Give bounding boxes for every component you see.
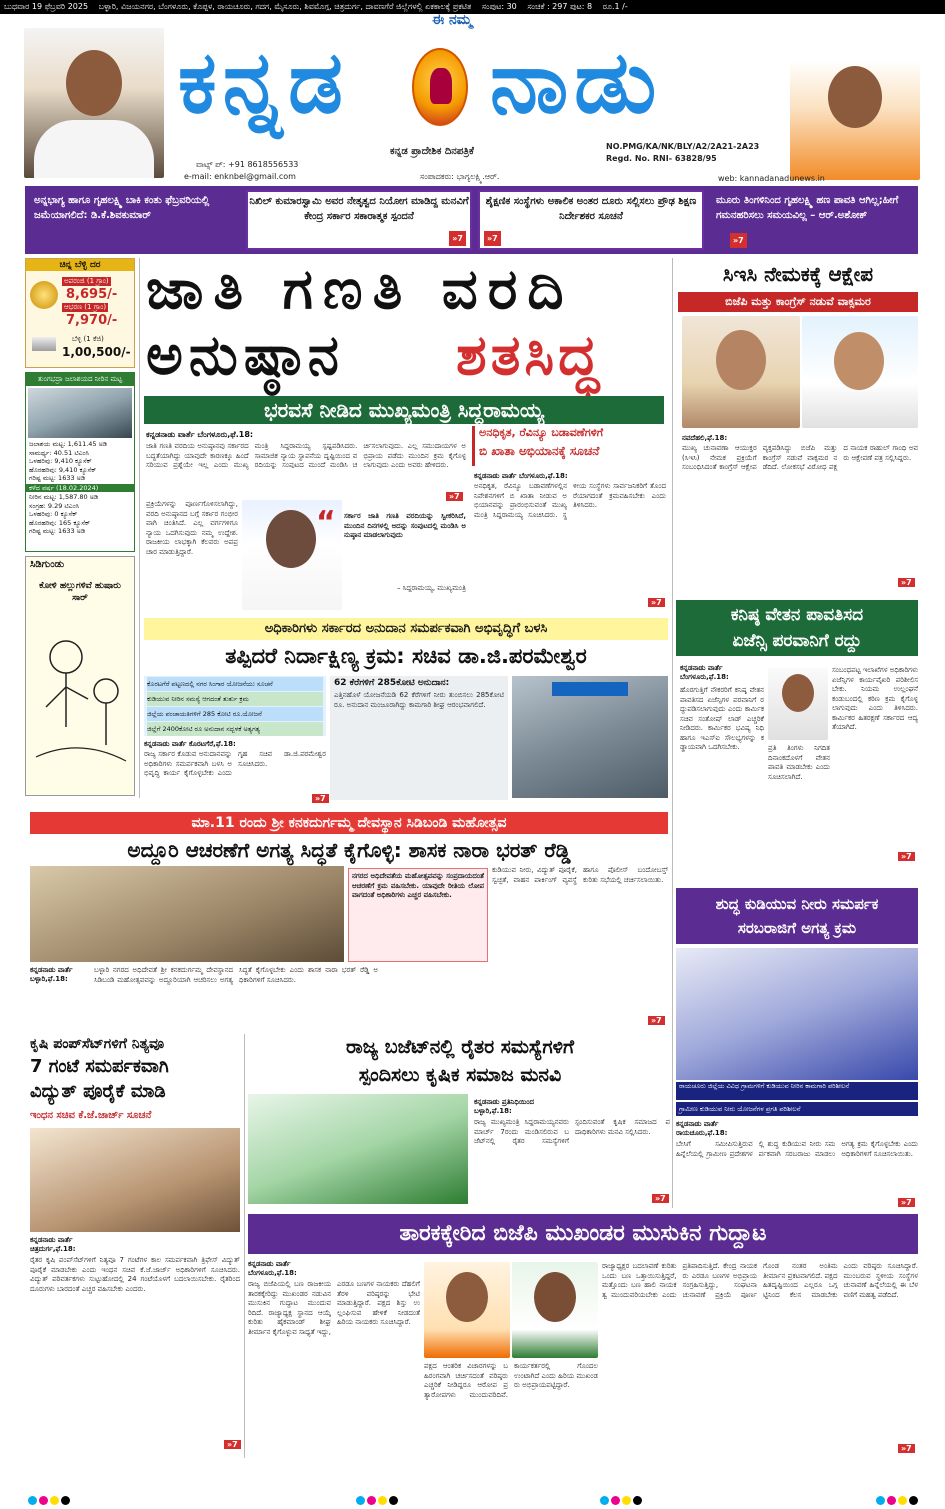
volume-number: ಸಂಪುಟ: 30 bbox=[481, 2, 517, 11]
photo-bjp-leader-2 bbox=[512, 1262, 598, 1358]
power-headline-2: 7 ಗಂಟೆ ಸಮರ್ಪಕವಾಗಿ bbox=[30, 1056, 169, 1077]
fest-dateline-place: ಬಳ್ಳಾರಿ,ಫೆ.18: bbox=[30, 975, 68, 983]
website: web: kannadanadunews.in bbox=[718, 174, 825, 183]
grant-funds-body: ಎತ್ತಿನಹೊಳೆ ಯೋಜನೆಯಡಿ 62 ಕೆರೆಗಳಿಗೆ ನೀರು ತುಂಬಿಸಲು 285ಕೋಟಿ ರೂ. ಅನುದಾನ ಮಂಜೂರಾಗಿದ್ದು ಕಾಮಗಾರಿ ಶೀಘ್ರ ಆರಂಭವಾಗಲಿದೆ. bbox=[334, 691, 504, 709]
wage-body-right: ಸಂಬಂಧಪಟ್ಟ ಇಲಾಖೆಗಳ ಅಧಿಕಾರಿಗಳು ಏಜೆನ್ಸಿಗಳ ಕಾರ್ಯವೈಖರಿ ಪರಿಶೀಲಿಸಬೇಕು. ನಿಯಮ ಉಲ್ಲಂಘನೆ ಕಂಡುಬಂದಲ್ಲಿ ಕಠಿಣ ಕ್ರಮ ಕೈಗೊಳ್ಳಲಾಗುವುದು ಎಂದು ತಿಳಿಸಿದರು. ಕಾರ್ಮಿಕರ ಹಿತರಕ್ಷಣೆ ಸರ್ಕಾರದ ಆದ್ಯತೆಯಾಗಿದೆ. bbox=[832, 666, 918, 731]
budget-headline-1: ರಾಜ್ಯ ಬಜೆಟ್‌ನಲ್ಲಿ ರೈತರ ಸಮಸ್ಯೆಗಳಿಗೆ bbox=[345, 1036, 575, 1058]
lead-body: ಜಾತಿ ಗಣತಿ ವರದಿಯ ಅನುಷ್ಠಾನವು ಸರ್ಕಾರದ ಬದ್ಧತೆಯಾಗಿದ್ದು ಯಾವುದೇ ಕಾರಣಕ್ಕೂ ಹಿಂದೆ ಸರಿಯುವ ಪ್ರಶ್ನೆಯೇ ಇಲ್ಲ ಎಂದು ಮುಖ್ಯಮಂತ್ರಿ ಸಿದ್ದರಾಮಯ್ಯ ಸ್ಪಷ್ಟಪಡಿಸಿದರು. ಸಾಮಾಜಿಕ ನ್ಯಾಯ ಸ್ಥಾಪನೆಯ ದೃಷ್ಟಿಯಿಂದ ವರದಿಯನ್ನು ಸಂಪುಟದ ಮುಂದೆ ಮಂಡಿಸಿ ಚರ್ಚಿಸಲಾಗುವುದು. ಎಲ್ಲ ಸಮುದಾಯಗಳ ಅಭಿಪ್ರಾಯ ಪಡೆದು ಮುಂದಿನ ಕ್ರಮ ಕೈಗೊಳ್ಳಲಾಗುವುದು ಎಂದು ಅವರು ಹೇಳಿದರು. bbox=[146, 442, 466, 469]
eci-headline: ಸಿಇಸಿ ನೇಮಕಕ್ಕೆ ಆಕ್ಷೇಪ bbox=[722, 262, 874, 286]
portrait-right-leader bbox=[790, 60, 920, 180]
eci-subhead: ಬಿಜೆಪಿ ಮತ್ತು ಕಾಂಗ್ರೆಸ್ ನಡುವೆ ವಾಕ್ಸಮರ bbox=[678, 292, 918, 312]
gold-rate-box bbox=[25, 258, 135, 368]
water-dateline-source: ಕನ್ನಡನಾಡು ವಾರ್ತೆ bbox=[676, 1120, 719, 1128]
dam-date: ಕಳೆದ ವರ್ಷ (18.02.2024) bbox=[26, 484, 134, 493]
fest-body2: ಕುಡಿಯುವ ನೀರು, ವಿದ್ಯುತ್ ಪೂರೈಕೆ, ಸ್ವಚ್ಛತೆ, ವಾಹನ ಪಾರ್ಕಿಂಗ್ ವ್ಯವಸ್ಥೆ ಹಾಗೂ ಪೊಲೀಸ್ ಬಂದೋಬಸ್ತ್ ಕುರಿತು ಸಭೆಯಲ್ಲಿ ಚರ್ಚಿಸಲಾಯಿತು. bbox=[492, 866, 668, 884]
dam-row2-5: ಗರಿಷ್ಟ ಮಟ್ಟ: 1633 ಅಡಿ bbox=[29, 527, 86, 535]
cartoon-caption: ಕೋಳಿ ಹಲ್ಲುಗಳಿವೆ ಹುಷಾರು ಸಾರ್ bbox=[39, 581, 121, 603]
bjp-dateline-place: ಬೆಂಗಳೂರು,ಫೆ.18: bbox=[248, 1269, 297, 1277]
lead-dateline-place: ಬೆಂಗಳೂರು,ಫೆ.18: bbox=[197, 430, 254, 439]
khata-page-ref[interactable]: »7 bbox=[648, 598, 665, 607]
eci-dateline: ನವದೆಹಲಿ,ಫೆ.18: bbox=[682, 434, 728, 442]
fest-quote: ನಗರದ ಅಧಿದೇವತೆಯ ಮಹೋತ್ಸವವನ್ನು ಸಂಪ್ರದಾಯದಂತೆ ಆಚರಣೆಗೆ ಕ್ರಮ ವಹಿಸಬೇಕು. ಯಾವುದೇ ರೀತಿಯ ಲೋಪವಾಗದಂತೆ ಅಧಿಕಾರಿಗಳು ಎಚ್ಚರ ವಹಿಸಬೇಕು. bbox=[352, 872, 484, 899]
masthead-title-left: ಕನ್ನಡ bbox=[178, 33, 349, 133]
power-headline-1: ಕೃಷಿ ಪಂಪ್‌ಸೆಟ್‌ಗಳಿಗೆ ನಿತ್ಯವೂ bbox=[30, 1036, 165, 1052]
wage-headline-2: ಏಜೆನ್ಸಿ ಪರವಾನಿಗೆ ರದ್ದು bbox=[732, 631, 862, 651]
gold-label-1: ಅಪರಂಜಿ (1 ಗ್ರಾಂ) bbox=[64, 277, 109, 285]
bjp-page-ref[interactable]: »7 bbox=[898, 1444, 915, 1453]
dam-row-1: ಜಲಾಶಯ ಮಟ್ಟ: 1,611.45 ಅಡಿ bbox=[29, 440, 108, 448]
grant-dateline-place: ಕೊರಟಗೆರೆ,ಫೆ.18: bbox=[188, 740, 236, 748]
dam-level-box bbox=[25, 372, 135, 552]
gold-label-2: ಆಭರಣ (1 ಗ್ರಾಂ) bbox=[64, 303, 107, 311]
fest-page-ref[interactable]: »7 bbox=[648, 1016, 665, 1025]
teaser-3[interactable] bbox=[478, 190, 704, 250]
teaser-4-text: ಮೂರು ತಿಂಗಳಿನಿಂದ ಗೃಹಲಕ್ಷ್ಮಿ ಹಣ ಪಾವತಿ ಆಗಿಲ್ಲ;ಹೀಗೆ ಗಮನಹರಿಸಲು ಸಮಯವಿಲ್ಲ – ಆರ್.ಅಶೋಕ್ bbox=[716, 195, 899, 221]
teaser-1-text: ಅನ್ನಭಾಗ್ಯ ಹಾಗೂ ಗೃಹಲಕ್ಷ್ಮಿ ಬಾಕಿ ಕಂತು ಫೆಬ್ರವರಿಯಲ್ಲಿ ಜಮೆಯಾಗಲಿದೆ: ಡಿ.ಕೆ.ಶಿವಕುಮಾರ್ bbox=[34, 195, 210, 221]
registration-marks-left bbox=[28, 1490, 72, 1509]
power-dateline-place: ಚಿತ್ರದುರ್ಗ,ಫೆ.18: bbox=[30, 1245, 76, 1253]
bjp-dateline bbox=[248, 1260, 297, 1278]
wage-body: ಹೊರಗುತ್ತಿಗೆ ನೌಕರರಿಗೆ ಕನಿಷ್ಠ ವೇತನ ಪಾವತಿಸದ ಏಜೆನ್ಸಿಗಳ ಪರವಾನಿಗೆ ರದ್ದುಪಡಿಸಲಾಗುವುದು ಎಂದು ಕಾರ್ಮಿಕ ಸಚಿವ ಸಂತೋಷ್ ಲಾಡ್ ಎಚ್ಚರಿಕೆ ನೀಡಿದರು. ಕಾರ್ಮಿಕರ ಭವಿಷ್ಯ ನಿಧಿ ಹಾಗೂ ಇಎಸ್ಐ ಸೌಲಭ್ಯಗಳನ್ನು ಕಡ್ಡಾಯವಾಗಿ ಒದಗಿಸಬೇಕು. bbox=[680, 686, 764, 751]
grant-page-ref[interactable]: »7 bbox=[312, 794, 329, 803]
teaser-2-text: ನಿಖಿಲ್ ಕುಮಾರಸ್ವಾಮಿ ಅವರ ನೇತೃತ್ವದ ನಿಯೋಗ ಮಾಡಿದ್ದ ಮನವಿಗೆ ಕೇಂದ್ರ ಸರ್ಕಾರ ಸಕಾರಾತ್ಮಕ ಸ್ಪಂದನೆ bbox=[249, 196, 469, 222]
water-headline-box bbox=[676, 888, 918, 944]
water-caption-1: ರಾಯಚೂರು ಜಿಲ್ಲೆಯ ವಿವಿಧ ಗ್ರಾಮಗಳಿಗೆ ಕುಡಿಯುವ ನೀರಿನ ಕಾಮಗಾರಿ ಪರಿಶೀಲನೆ bbox=[676, 1082, 918, 1100]
eci-body: ಮುಖ್ಯ ಚುನಾವಣಾ ಆಯುಕ್ತರ (ಸಿಇಸಿ) ನೇಮಕ ಪ್ರಕ್ರಿಯೆಗೆ ಸಂಬಂಧಿಸಿದಂತೆ ಕಾಂಗ್ರೆಸ್ ಆಕ್ಷೇಪ ವ್ಯಕ್ತಪಡಿಸಿದ್ದು ಬಿಜೆಪಿ ಮತ್ತು ಕಾಂಗ್ರೆಸ್ ನಡುವೆ ವಾಕ್ಸಮರ ನಡೆದಿದೆ. ಲೋಕಸಭೆ ವಿರೋಧ ಪಕ್ಷದ ನಾಯಕ ರಾಹುಲ್ ಗಾಂಧಿ ಅವರು ಆಕ್ಷೇಪಣೆ ಪತ್ರ ಸಲ್ಲಿಸಿದ್ದರು. bbox=[682, 444, 918, 471]
cartoon-box bbox=[25, 556, 135, 796]
registration-marks-center bbox=[356, 1490, 400, 1509]
water-caption-2: ಗ್ರಾಮೀಣ ಕುಡಿಯುವ ನೀರು ಯೋಜನೆಗಳ ಪ್ರಗತಿ ಪರಿಶೀಲನೆ bbox=[676, 1102, 918, 1116]
khata-dateline bbox=[474, 472, 568, 481]
lead-dateline-source: ಕನ್ನಡನಾಡು ವಾರ್ತೆ bbox=[146, 430, 195, 439]
teaser-2-page[interactable]: »7 bbox=[449, 231, 466, 246]
power-page-ref[interactable]: »7 bbox=[224, 1440, 241, 1449]
lead-dateline bbox=[146, 430, 253, 440]
budget-dateline-source: ಕನ್ನಡನಾಡು ಪ್ರತಿನಿಧಿಯಿಂದ bbox=[474, 1098, 534, 1106]
water-body: ಬೇಸಿಗೆ ಸಮೀಪಿಸುತ್ತಿರುವ ಹಿನ್ನೆಲೆಯಲ್ಲಿ ಗ್ರಾಮೀಣ ಪ್ರದೇಶಗಳಲ್ಲಿ ಶುದ್ಧ ಕುಡಿಯುವ ನೀರು ಸಮರ್ಪಕವಾಗಿ ಸರಬರಾಜು ಮಾಡಲು ಅಗತ್ಯ ಕ್ರಮ ಕೈಗೊಳ್ಳಬೇಕು ಎಂದು ಅಧಿಕಾರಿಗಳಿಗೆ ಸೂಚಿಸಲಾಯಿತು. bbox=[676, 1140, 918, 1158]
khata-body: ಅನಧಿಕೃತ, ರೆವಿನ್ಯೂ ಬಡಾವಣೆಗಳಲ್ಲಿನ ನಿವೇಶನಗಳಿಗೆ ಬಿ ಖಾತಾ ನೀಡುವ ಅಭಿಯಾನವನ್ನು ಪ್ರಾರಂಭಿಸುವಂತೆ ಮುಖ್ಯಮಂತ್ರಿ ಸಿದ್ದರಾಮಯ್ಯ ಸೂಚಿಸಿದರು. ಸ್ಥಳೀಯ ಸಂಸ್ಥೆಗಳು ಸಾರ್ವಜನಿಕರಿಗೆ ತೊಂದರೆಯಾಗದಂತೆ ಕ್ರಮವಹಿಸಬೇಕು ಎಂದು ತಿಳಿಸಿದರು. bbox=[474, 482, 666, 519]
water-headline-1: ಶುದ್ಧ ಕುಡಿಯುವ ನೀರು ಸಮರ್ಪಕ bbox=[715, 895, 879, 913]
lead-quote-box bbox=[316, 505, 466, 612]
dam-row2-1: ನೀರಿನ ಮಟ್ಟ: 1,587.80 ಅಡಿ bbox=[29, 493, 99, 501]
dam-row2-4: ಹೊರಹರಿವು: 165 ಕ್ಯೂಸೆಕ್ bbox=[29, 518, 91, 527]
lead-page-ref[interactable]: »7 bbox=[446, 492, 463, 501]
photo-power-meeting bbox=[30, 1128, 240, 1232]
lead-body-left: ಪ್ರಕ್ರಿಯೆಗಳನ್ನು ಪೂರ್ಣಗೊಳಿಸಲಾಗಿದ್ದು, ವರದಿ ಅನುಷ್ಠಾನದ ಬಗ್ಗೆ ಸರ್ಕಾರ ಗಂಭೀರವಾಗಿ ಚಿಂತಿಸಿದೆ. ಎಲ್ಲ ವರ್ಗಗಳಿಗೂ ನ್ಯಾಯ ಒದಗಿಸುವುದು ನಮ್ಮ ಉದ್ದೇಶ. ರಾಜಕೀಯ ಲಾಭಕ್ಕಾಗಿ ಕೆಲವರು ಅಪಪ್ರಚಾರ ಮಾಡುತ್ತಿದ್ದಾರೆ. bbox=[146, 500, 238, 556]
power-headline-3: ವಿದ್ಯುತ್ ಪೂರೈಕೆ ಮಾಡಿ bbox=[30, 1081, 166, 1102]
price: ರೂ.1 /- bbox=[602, 2, 628, 11]
teaser-3-text: ಶೈಕ್ಷಣಿಕ ಸಂಸ್ಥೆಗಳು ಅಕಾಲಿಕ ಅಂತರ ದೂರು ಸಲ್ಲಿಸಲು ಪ್ರೌಢ ಶಿಕ್ಷಣ ನಿರ್ದೇಶಕರ ಸೂಚನೆ bbox=[485, 196, 697, 222]
photo-grant-meeting bbox=[512, 676, 668, 798]
cartoon-drawing bbox=[26, 627, 134, 787]
budget-headline-box bbox=[248, 1036, 672, 1086]
lead-headline-1: ಜಾತಿ ಗಣತಿ ವರದಿ bbox=[146, 257, 574, 322]
lead-quote: ಸರ್ಕಾರ ಜಾತಿ ಗಣತಿ ವರದಿಯನ್ನು ಸ್ವೀಕರಿಸಿದೆ, ಮುಂದಿನ ದಿನಗಳಲ್ಲಿ ಅದನ್ನು ಸಂಪುಟದಲ್ಲಿ ಮಂಡಿಸಿ ಅನುಷ್ಠಾನ ಮಾಡಲಾಗುವುದು bbox=[344, 512, 466, 539]
dam-row-5: ಗರಿಷ್ಟ ಮಟ್ಟ: 1633 ಅಡಿ bbox=[29, 474, 86, 482]
district-list: ಬಳ್ಳಾರಿ, ವಿಜಯನಗರ, ಬೆಂಗಳೂರು, ಕೊಪ್ಪಳ, ರಾಯಚೂರು, ಗದಗ, ಮೈಸೂರು, ಶಿವಮೊಗ್ಗ, ಚಿತ್ರದುರ್ಗ, ದಾವಣಗೆರೆ ಜಿಲ್ಲೆಗಳಲ್ಲಿ ಏಕಕಾಲಕ್ಕೆ ಪ್ರಕಟಿತ bbox=[98, 2, 472, 11]
khata-dateline-place: ಬೆಂಗಳೂರು,ಫೆ.18: bbox=[518, 472, 568, 480]
water-dateline-place: ರಾಯಚೂರು,ಫೆ.18: bbox=[676, 1129, 728, 1137]
power-dateline bbox=[30, 1236, 76, 1254]
grant-funds-box bbox=[330, 676, 508, 800]
grant-dateline-source: ಕನ್ನಡನಾಡು ವಾರ್ತೆ bbox=[144, 740, 187, 748]
dam-row-2: ಸಾಮರ್ಥ್ಯ: 40.51 ಟಿಎಂಸಿ bbox=[29, 448, 90, 457]
photo-bjp-leader-1 bbox=[424, 1262, 510, 1358]
top-info-bar bbox=[0, 0, 945, 14]
wage-body-bottom: ಪ್ರತಿ ತಿಂಗಳು ನಿಗದಿತ ದಿನಾಂಕದೊಳಗೆ ವೇತನ ಪಾವತಿ ಮಾಡಬೇಕು ಎಂದು ಸೂಚಿಸಲಾಗಿದೆ. bbox=[768, 744, 830, 781]
fest-body: ಬಳ್ಳಾರಿ ನಗರದ ಅಧಿದೇವತೆ ಶ್ರೀ ಕನಕದುರ್ಗಮ್ಮ ದೇವಸ್ಥಾನದ ಸಿಡಿಬಂಡಿ ಮಹೋತ್ಸವವನ್ನು ಅದ್ದೂರಿಯಾಗಿ ಆಚರಿಸಲು ಅಗತ್ಯ ಸಿದ್ಧತೆ ಕೈಗೊಳ್ಳಬೇಕು ಎಂದು ಶಾಸಕ ನಾರಾ ಭರತ್ ರೆಡ್ಡಿ ಅಧಿಕಾರಿಗಳಿಗೆ ಸೂಚಿಸಿದರು. bbox=[94, 966, 378, 984]
editor-name: ಸಂಪಾದಕರು: ಭಾಗ್ಯಲಕ್ಷ್ಮಿ.ಆರ್. bbox=[420, 172, 500, 181]
cartoon-title: ಸಿಡಿಗುಂಡು bbox=[30, 559, 65, 570]
wage-dateline-source: ಕನ್ನಡನಾಡು ವಾರ್ತೆ bbox=[680, 664, 723, 672]
dam-row-3: ಒಳಹರಿವು: 9,410 ಕ್ಯೂಸೆಕ್ bbox=[29, 457, 92, 465]
bjp-dateline-source: ಕನ್ನಡನಾಡು ವಾರ್ತೆ bbox=[248, 1260, 291, 1268]
teaser-3-page[interactable]: »7 bbox=[484, 231, 501, 246]
photo-modi bbox=[682, 316, 800, 428]
dam-row2-3: ಒಳಹರಿವು: 0 ಕ್ಯೂಸೆಕ್ bbox=[29, 510, 78, 518]
photo-rahul bbox=[802, 316, 918, 428]
lead-headline-2a: ಅನುಷ್ಠಾನ bbox=[146, 323, 345, 388]
grant-bullet-4: ಜಿಲ್ಲೆಗೆ 2400ಕೋಟಿ ರೂ ಅನುದಾನ ಸದ್ಬಳಕೆ ಅತ್ಯಗತ್ಯ bbox=[147, 722, 323, 736]
quote-mark-icon: “ bbox=[316, 505, 336, 540]
budget-headline-2: ಸ್ಪಂದಿಸಲು ಕೃಷಿಕ ಸಮಾಜ ಮನವಿ bbox=[358, 1064, 562, 1086]
silver-bar-icon bbox=[32, 337, 56, 351]
bjp-body: ರಾಜ್ಯ ಬಿಜೆಪಿಯಲ್ಲಿ ಬಣ ರಾಜಕೀಯ ತಾರಕಕ್ಕೇರಿದ್ದು ಮುಖಂಡರ ನಡುವಿನ ಮುಸುಕಿನ ಗುದ್ದಾಟ ಮುಂದುವರಿದಿದೆ. ರಾಜ್ಯಾಧ್ಯಕ್ಷ ಸ್ಥಾನದ ಆಯ್ಕೆ ಕುರಿತು ಹೈಕಮಾಂಡ್ ಶೀಘ್ರ ತೀರ್ಮಾನ ಕೈಗೊಳ್ಳುವ ಸಾಧ್ಯತೆ ಇದ್ದು, ಎರಡೂ ಬಣಗಳ ನಾಯಕರು ದೆಹಲಿಗೆ ತೆರಳಿ ವರಿಷ್ಠರನ್ನು ಭೇಟಿ ಮಾಡುತ್ತಿದ್ದಾರೆ. ಪಕ್ಷದ ಶಿಸ್ತು ಉಲ್ಲಂಘಿಸುವ ಹೇಳಿಕೆ ನೀಡದಂತೆ ಹಿರಿಯ ನಾಯಕರು ಸೂಚಿಸಿದ್ದಾರೆ. bbox=[248, 1280, 420, 1336]
gold-value-2: 7,970/- bbox=[66, 313, 118, 328]
grant-bullet-1: ಕೊರಟಗೆರೆ ಪಟ್ಟಣದಲ್ಲಿ ನಗರ ಸಿಂಗಾರ ಯೋಜನೆಯು ಸೂಚನೆ bbox=[147, 677, 323, 691]
photo-minister-lad bbox=[768, 668, 828, 740]
water-headline-2: ಸರಬರಾಜಿಗೆ ಅಗತ್ಯ ಕ್ರಮ bbox=[737, 919, 857, 937]
tagline: ಕನ್ನಡ ಪ್ರಾದೇಶಿಕ ದಿನಪತ್ರಿಕೆ bbox=[390, 146, 474, 157]
gold-coin-icon bbox=[30, 281, 58, 309]
fest-banner: ಮಾ.11 ರಂದು ಶ್ರೀ ಕನಕದುರ್ಗಮ್ಮ ದೇವಸ್ಥಾನ ಸಿಡಿಬಂಡಿ ಮಹೋತ್ಸವ bbox=[30, 812, 668, 834]
gold-rate-title: ಚಿನ್ನ ಬೆಳ್ಳಿ ದರ bbox=[26, 259, 134, 271]
divider-vertical-3 bbox=[244, 1034, 245, 1458]
teaser-1[interactable] bbox=[28, 190, 242, 250]
khata-headline-1: ಅನಧಿಕೃತ, ರೆವಿನ್ಯೂ ಬಡಾವಣೆಗಳಿಗೆ bbox=[479, 426, 604, 439]
budget-page-ref[interactable]: »7 bbox=[652, 1194, 669, 1203]
lead-banner: ಭರವಸೆ ನೀಡಿದ ಮುಖ್ಯಮಂತ್ರಿ ಸಿದ್ದರಾಮಯ್ಯ bbox=[144, 396, 664, 424]
masthead-title-right: ನಾಡು bbox=[490, 33, 663, 133]
karnataka-emblem-icon bbox=[412, 48, 468, 126]
grant-bullets bbox=[144, 676, 326, 736]
wage-headline-1: ಕನಿಷ್ಠ ವೇತನ ಪಾವತಿಸದ bbox=[730, 605, 864, 625]
lead-headline-2b: ಶತಸಿದ್ಧ bbox=[456, 323, 603, 388]
whatsapp-number: ವಾಟ್ಸ್ ಪ್: +91 8618556533 bbox=[196, 160, 299, 169]
registration-2: Regd. No. RNI- 63828/95 bbox=[606, 154, 717, 163]
budget-dateline-place: ಬಳ್ಳಾರಿ,ಫೆ.18: bbox=[474, 1107, 512, 1115]
grant-dateline bbox=[144, 740, 236, 749]
fest-headline: ಅದ್ದೂರಿ ಆಚರಣೆಗೆ ಅಗತ್ಯ ಸಿದ್ಧತೆ ಕೈಗೊಳ್ಳಿ: ಶಾಸಕ ನಾರಾ ಭರತ್ ರೆಡ್ಡಿ bbox=[127, 838, 571, 862]
grant-funds-title: 62 ಕೆರೆಗಳಿಗೆ 285ಕೋಟಿ ಅನುದಾನ: bbox=[334, 678, 450, 688]
registration-marks-right bbox=[876, 1490, 920, 1509]
wage-headline-box bbox=[676, 600, 918, 656]
dam-row2-2: ಸಂಗ್ರಹ: 9.29 ಟಿಎಂಸಿ bbox=[29, 501, 80, 510]
bjp-body-right: ರಾಜ್ಯಾಧ್ಯಕ್ಷರ ಬದಲಾವಣೆ ಕುರಿತು ಒಂದು ಬಣ ಒತ್ತಾಯಿಸುತ್ತಿದ್ದರೆ, ಮತ್ತೊಂದು ಬಣ ಹಾಲಿ ನಾಯಕತ್ವ ಮುಂದುವರಿಯಬೇಕು ಎಂದು ಪ್ರತಿಪಾದಿಸುತ್ತಿದೆ. ಕೇಂದ್ರ ನಾಯಕರು ಎರಡೂ ಬಣಗಳ ಅಭಿಪ್ರಾಯ ಸಂಗ್ರಹಿಸುತ್ತಿದ್ದು, ಸಂಘಟನಾ ಚುನಾವಣೆ ಪ್ರಕ್ರಿಯೆ ಪೂರ್ಣಗೊಂಡ ನಂತರ ಅಂತಿಮ ತೀರ್ಮಾನ ಪ್ರಕಟವಾಗಲಿದೆ. ಪಕ್ಷದ ಹಿತದೃಷ್ಟಿಯಿಂದ ಎಲ್ಲರೂ ಒಗ್ಗಟ್ಟಿನಿಂದ ಕೆಲಸ ಮಾಡಬೇಕು ಎಂದು ವರಿಷ್ಠರು ಸೂಚಿಸಿದ್ದಾರೆ. ಮುಂಬರುವ ಸ್ಥಳೀಯ ಸಂಸ್ಥೆಗಳ ಚುನಾವಣೆ ಹಿನ್ನೆಲೆಯಲ್ಲಿ ಈ ಬೆಳವಣಿಗೆ ಮಹತ್ವ ಪಡೆದಿದೆ. bbox=[602, 1262, 918, 1299]
photo-water-inspection bbox=[676, 948, 918, 1080]
grant-body: ರಾಜ್ಯ ಸರ್ಕಾರ ಕೊಡುವ ಅನುದಾನವನ್ನು ಅಧಿಕಾರಿಗಳು ಸಮರ್ಪಕವಾಗಿ ಬಳಸಿ ಅಭಿವೃದ್ಧಿ ಕಾರ್ಯ ಕೈಗೊಳ್ಳಬೇಕು ಎಂದು ಗೃಹ ಸಚಿವ ಡಾ.ಜಿ.ಪರಮೇಶ್ವರ ಸೂಚಿಸಿದರು. bbox=[144, 750, 326, 777]
water-page-ref[interactable]: »7 bbox=[898, 1198, 915, 1207]
dam-photo bbox=[28, 388, 132, 438]
grant-bullet-2: ಕುಡಿಯುವ ನೀರಿನ ಸಮಸ್ಯೆ ಆಗದಂತೆ ತುರ್ತು ಕ್ರಮ bbox=[147, 692, 323, 706]
fest-dateline-source: ಕನ್ನಡನಾಡು ವಾರ್ತೆ bbox=[30, 966, 73, 974]
wage-page-ref[interactable]: »7 bbox=[898, 852, 915, 861]
grant-headline: ತಪ್ಪಿದರೆ ನಿರ್ದಾಕ್ಷಿಣ್ಯ ಕ್ರಮ: ಸಚಿವ ಡಾ.ಜಿ.ಪರಮೇಶ್ವರ bbox=[225, 644, 587, 668]
issue-date: ಬುಧವಾರ 19 ಫೆಬ್ರವರಿ 2025 bbox=[4, 2, 89, 11]
photo-budget-meeting bbox=[248, 1094, 468, 1204]
teaser-4[interactable] bbox=[710, 190, 916, 250]
power-headline-box bbox=[30, 1036, 240, 1102]
dam-title: ತುಂಗಭದ್ರಾ ಜಲಾಶಯದ ನೀರಿನ ಮಟ್ಟ bbox=[26, 373, 134, 386]
dam-row-4: ಹೊರಹರಿವು: 9,410 ಕ್ಯೂಸೆಕ್ bbox=[29, 465, 97, 474]
power-dateline-source: ಕನ್ನಡನಾಡು ವಾರ್ತೆ bbox=[30, 1236, 73, 1244]
power-body: ರೈತರ ಕೃಷಿ ಪಂಪ್‌ಸೆಟ್‌ಗಳಿಗೆ ನಿತ್ಯವೂ 7 ಗಂಟೆಗಳ ಕಾಲ ಸಮರ್ಪಕವಾಗಿ ತ್ರಿಫೇಸ್ ವಿದ್ಯುತ್ ಪೂರೈಕೆ ಮಾಡಬೇಕು ಎಂದು ಇಂಧನ ಸಚಿವ ಕೆ.ಜೆ.ಜಾರ್ಜ್ ಅಧಿಕಾರಿಗಳಿಗೆ ಸೂಚಿಸಿದರು. ವಿದ್ಯುತ್ ಪರಿವರ್ತಕಗಳು ಸುಟ್ಟುಹೋದಲ್ಲಿ 24 ಗಂಟೆಯೊಳಗೆ ಬದಲಾಯಿಸಬೇಕು. ರೈತರಿಂದ ದೂರುಗಳು ಬಾರದಂತೆ ಎಚ್ಚರ ವಹಿಸಬೇಕು ಎಂದರು. bbox=[30, 1256, 240, 1293]
masthead-ee-namma: ಈ ನಮ್ಮ bbox=[432, 12, 473, 28]
registration-1: NO.PMG/KA/NK/BLY/A2/2A21-2A23 bbox=[606, 142, 760, 151]
silver-label: ಬೆಳ್ಳಿ (1 ಕೆಜಿ) bbox=[72, 335, 104, 343]
budget-body: ರಾಜ್ಯ ಮುಖ್ಯಮಂತ್ರಿ ಸಿದ್ದರಾಮಯ್ಯನವರು ಮಾರ್ಚ್ 7ರಂದು ಮಂಡಿಸಲಿರುವ ಬಜೆಟ್‌ನಲ್ಲಿ ರೈತರ ಸಮಸ್ಯೆಗಳಿಗೆ ಸ್ಪಂದಿಸುವಂತೆ ಕೃಷಿಕ ಸಮಾಜದ ಪದಾಧಿಕಾರಿಗಳು ಮನವಿ ಸಲ್ಲಿಸಿದರು. bbox=[474, 1118, 670, 1145]
wage-dateline bbox=[680, 664, 729, 682]
grant-bullet-3: ಜಿಲ್ಲೆಯ ಪಂಚಾಯತಿಗಳಿಗೆ 285 ಕೋಟಿ ರೂ.ಯೋಜನೆ bbox=[147, 707, 323, 721]
water-dateline bbox=[676, 1120, 727, 1138]
fest-quote-box bbox=[348, 868, 488, 962]
wage-dateline-place: ಬೆಂಗಳೂರು,ಫೆ.18: bbox=[680, 673, 729, 681]
divider-vertical-1 bbox=[139, 258, 140, 798]
teaser-2[interactable] bbox=[246, 190, 472, 250]
gold-value-1: 8,695/- bbox=[66, 287, 118, 302]
budget-dateline bbox=[474, 1098, 534, 1116]
silver-value: 1,00,500/- bbox=[62, 345, 131, 359]
khata-dateline-source: ಕನ್ನಡನಾಡು ವಾರ್ತೆ bbox=[474, 472, 517, 480]
bjp-headline: ತಾರಕಕ್ಕೇರಿದ ಬಿಜೆಪಿ ಮುಖಂಡರ ಮುಸುಕಿನ ಗುದ್ದಾಟ bbox=[248, 1214, 918, 1254]
bjp-body-mid: ಪಕ್ಷದ ಆಂತರಿಕ ವಿಚಾರಗಳನ್ನು ಬಹಿರಂಗವಾಗಿ ಚರ್ಚಿಸದಂತೆ ವರಿಷ್ಠರು ಎಚ್ಚರಿಕೆ ನೀಡಿದ್ದರೂ ಆರೋಪ ಪ್ರತ್ಯಾರೋಪಗಳು ಮುಂದುವರಿದಿವೆ. ಕಾರ್ಯಕರ್ತರಲ್ಲಿ ಗೊಂದಲ ಉಂಟಾಗಿದೆ ಎಂದು ಹಿರಿಯ ಮುಖಂಡರು ಅಭಿಪ್ರಾಯಪಟ್ಟಿದ್ದಾರೆ. bbox=[424, 1362, 598, 1399]
divider-vertical-2 bbox=[672, 258, 673, 1208]
khata-headline-box bbox=[472, 426, 668, 466]
email-address: e-mail: enknbel@gmail.com bbox=[184, 172, 296, 181]
power-subhead: ಇಂಧನ ಸಚಿವ ಕೆ.ಜೆ.ಜಾರ್ಜ್ ಸೂಚನೆ bbox=[30, 1110, 152, 1121]
registration-marks-mid bbox=[600, 1490, 644, 1509]
fest-dateline bbox=[30, 966, 73, 984]
grant-kicker: ಅಧಿಕಾರಿಗಳು ಸರ್ಕಾರದ ಅನುದಾನ ಸಮರ್ಪಕವಾಗಿ ಅಭಿವೃದ್ಧಿಗೆ ಬಳಸಿ bbox=[144, 618, 668, 640]
photo-fest-meeting bbox=[30, 866, 344, 962]
lead-quote-author: – ಸಿದ್ದರಾಮಯ್ಯ, ಮುಖ್ಯಮಂತ್ರಿ bbox=[396, 584, 466, 592]
teaser-4-page[interactable]: »7 bbox=[730, 233, 747, 248]
issue-number: ಸಂಚಿಕೆ : 297 ಪುಟ: 8 bbox=[527, 2, 593, 11]
eci-page-ref[interactable]: »7 bbox=[898, 578, 915, 587]
khata-headline-2: ಬಿ ಖಾತಾ ಅಭಿಯಾನಕ್ಕೆ ಸೂಚನೆ bbox=[479, 444, 600, 458]
portrait-left-leader bbox=[24, 28, 164, 178]
